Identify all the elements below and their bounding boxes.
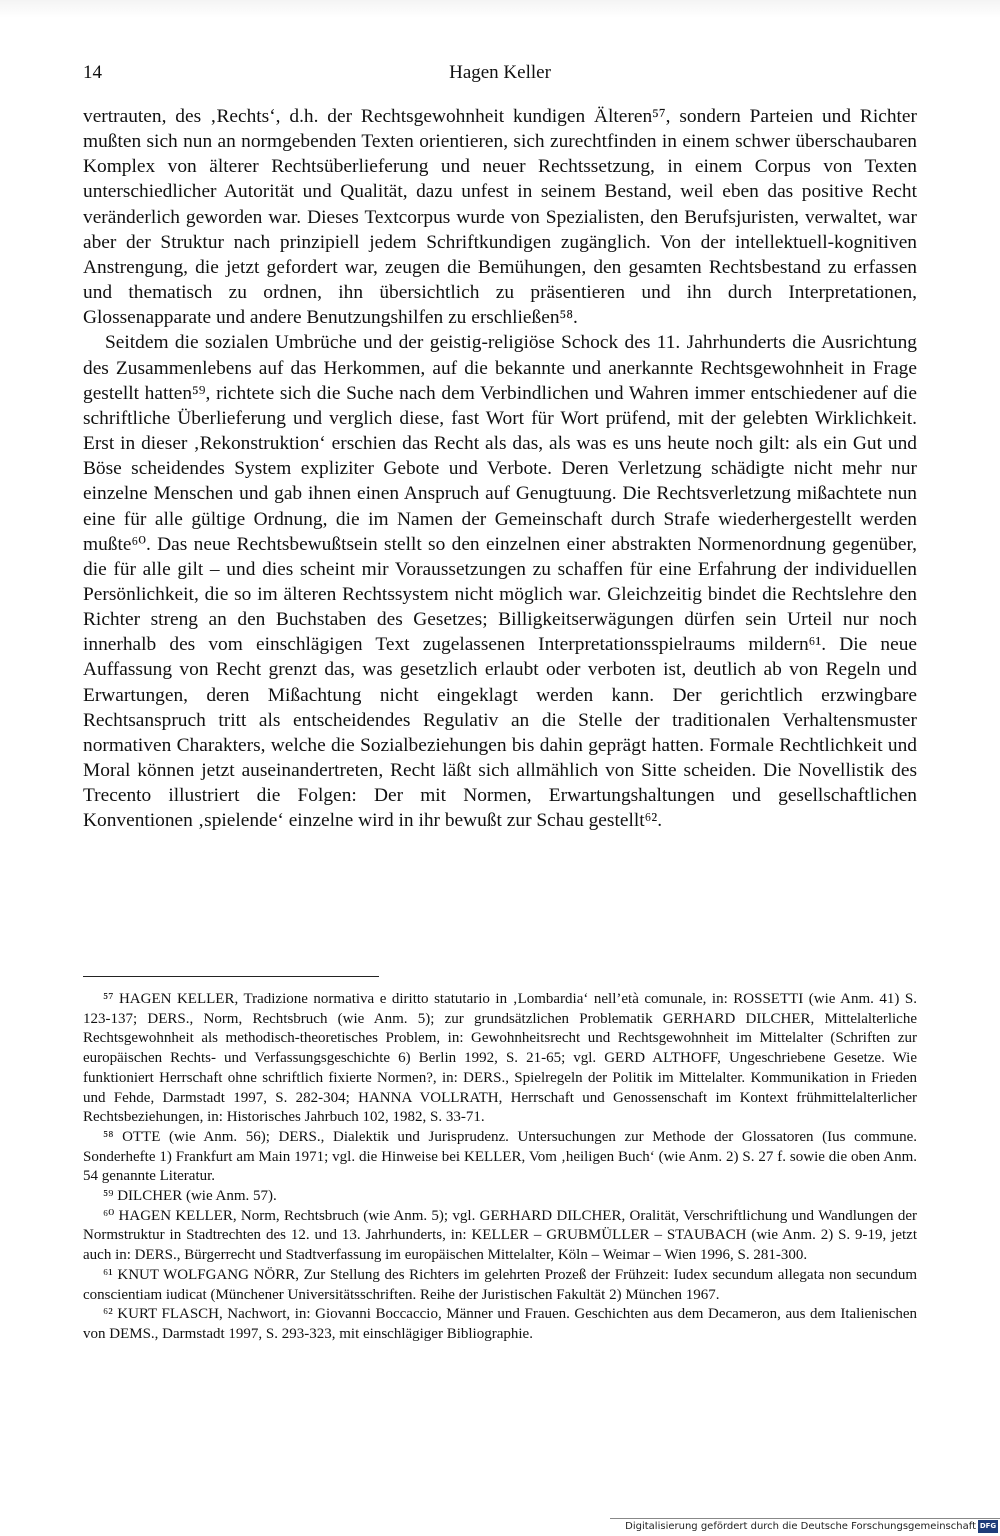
scan-edge (0, 0, 1000, 18)
page-number: 14 (83, 62, 102, 83)
footnote: ⁶² KURT FLASCH, Nachwort, in: Giovanni Boccaccio, Männer und Frauen. Geschichten aus dem Decameron, aus dem Italienischen von DEMS., Darmstadt 1997, S. 293-323, mit einschlägiger Bibliographie. (83, 1306, 917, 1342)
dfg-logo-icon: DFG (978, 1520, 998, 1533)
footnote: ⁶⁰ HAGEN KELLER, Norm, Rechtsbruch (wie Anm. 5); vgl. GERHARD DILCHER, Oralität, Verschriftlichung und Wandlungen der Normstruktur in Stadtrechten des 12. und 13. Jahrhunderts, in: KELLER – GRUBMÜLLER – STAUBACH (wie Anm. 2) S. 9-19, jetzt auch in: DERS., Bürgerrecht und Stadtverfassung im europäischen Mittelalter, Köln – Weimar – Wien 1996, S. 281-300. (83, 1207, 917, 1264)
body-paragraph: vertrauten, des ‚Rechts‘, d.h. der Rechtsgewohnheit kundigen Älteren⁵⁷, sondern Parteien und Richter mußten sich nun an normgebenden Texten orientieren, sich zurechtfinden in einem schwer überschaubaren Komplex von älterer Rechtsüberlieferung und neuer Rechtssetzung, in einem Corpus von Texten unterschiedlicher Autorität und Qualität, dazu unfest in seinem Bestand, weil eben das positive Recht veränderlich geworden war. Dieses Textcorpus wurde von Spezialisten, den Berufsjuristen, verwaltet, war aber der Struktur nach prinzipiell jedem Schriftkundigen zugänglich. Von der intellektuell-kognitiven Anstrengung, die jetzt gefordert war, zeugen die Bemühungen, den gesamten Rechtsbestand zu erfassen und thematisch zu ordnen, ihn übersichtlich zu präsentieren und ihn durch Interpretationen, Glossenapparate und andere Benutzungshilfen zu erschließen⁵⁸. (83, 106, 917, 329)
footer-rule (610, 1518, 1000, 1519)
footnote: ⁵⁷ HAGEN KELLER, Tradizione normativa e diritto statutario in ‚Lombardia‘ nell’età comunale, in: ROSSETTI (wie Anm. 41) S. 123-137; DERS., Norm, Rechtsbruch (wie Anm. 5); zur grundsätzlichen Problematik GERHARD DILCHER, Mittelalterliche Rechtsgewohnheit als methodisch-theoretisches Problem, in: Gewohnheitsrecht und Rechtsgewohnheit im Mittelalter (Schriften zur europäischen Rechts- und Verfassungsgeschichte 6) Berlin 1992, S. 21-65; vgl. GERD ALTHOFF, Ungeschriebene Gesetze. Wie funktioniert Herrschaft ohne schriftlich fixierte Normen?, in: DERS., Spielregeln der Politik im Mittelalter. Kommunikation in Frieden und Fehde, Darmstadt 1997, S. 282-304; HANNA VOLLRATH, Herrschaft und Genossenschaft im Kontext frühmittelalterlicher Rechtsbeziehungen, in: Historisches Jahrbuch 102, 1982, S. 33-71. (83, 991, 917, 1126)
footnote: ⁵⁹ DILCHER (wie Anm. 57). (103, 1188, 277, 1205)
body-paragraph: Seitdem die sozialen Umbrüche und der geistig-religiöse Schock des 11. Jahrhunderts die Ausrichtung des Zusammenlebens auf das Herkommen, auf die bekannte und anerkannte Rechtsgewohnheit in Frage gestellt hatten⁵⁹, richtete sich die Suche nach dem Verbindlichen und Wahren immer entschiedener auf die schriftliche Überlieferung und verglich diese, fast Wort für Wort prüfend, mit der gelebten Wirklichkeit. Erst in dieser ‚Rekonstruktion‘ erschien das Recht als das, als was es uns heute noch gilt: als ein Gut und Böse scheidendes System expliziter Gebote und Verbote. Deren Verletzung schädigte nicht mehr nur einzelne Menschen und gab ihnen einen Anspruch auf Genugtuung. Die Rechtsverletzung mißachtete nun eine für alle gültige Ordnung, die im Namen der Gemeinschaft durch Strafe wiederhergestellt werden mußte⁶⁰. Das neue Rechtsbewußtsein stellt so den einzelnen einer abstrakten Normenordnung gegenüber, die für alle gilt – und dies scheint mir Voraussetzungen zu schaffen für eine Erfahrung der individuellen Persönlichkeit, die so im älteren Rechtssystem nicht möglich war. Gleichzeitig bindet die Rechtslehre den Richter streng an den Buchstaben des Gesetzes; Billigkeitserwägungen dürfen sein Urteil nur noch innerhalb des vom einschlägigen Text zugelassenen Interpretationsspielraums mildern⁶¹. Die neue Auffassung von Recht grenzt das, was gesetzlich erlaubt oder verboten ist, deutlich ab von Regeln und Erwartungen, deren Mißachtung nicht eingeklagt werden kann. Der gerichtlich erzwingbare Rechtsanspruch tritt als entscheidendes Regulativ an die Stelle der traditionalen Verhaltensmuster normativen Charakters, welche die Sozialbeziehungen bis dahin geprägt hatten. Formale Rechtlichkeit und Moral können jetzt auseinandertreten, Recht läßt sich allmählich von Sitte scheiden. Die Novellistik des Trecento illustriert die Folgen: Der mit Normen, Erwartungshaltungen und gesellschaftlichen Konventionen ‚spielende‘ einzelne wird in ihr bewußt zur Schau gestellt⁶². (83, 332, 917, 832)
page-header (83, 62, 917, 92)
main-text (83, 104, 917, 834)
running-head: Hagen Keller (449, 62, 551, 83)
digitization-credit: Digitalisierung gefördert durch die Deutsche Forschungsgemeinschaft (625, 1521, 976, 1532)
digitization-footer (0, 1516, 1000, 1536)
footnotes (83, 990, 917, 1345)
footnote: ⁶¹ KNUT WOLFGANG NÖRR, Zur Stellung des Richters im gelehrten Prozeß der Frühzeit: Iudex secundum allegata non secundum conscientiam iudicat (Münchener Universitätsschriften. Reihe der Juristischen Fakultät 2) München 1967. (83, 1266, 917, 1303)
footnote-separator (83, 976, 379, 977)
footnote: ⁵⁸ OTTE (wie Anm. 56); DERS., Dialektik und Jurisprudenz. Untersuchungen zur Methode der Glossatoren (Ius commune. Sonderhefte 1) Frankfurt am Main 1971; vgl. die Hinweise bei KELLER, Vom ‚heiligen Buch‘ (wie Anm. 2) S. 27 f. sowie die oben Anm. 54 genannte Literatur. (83, 1128, 917, 1185)
